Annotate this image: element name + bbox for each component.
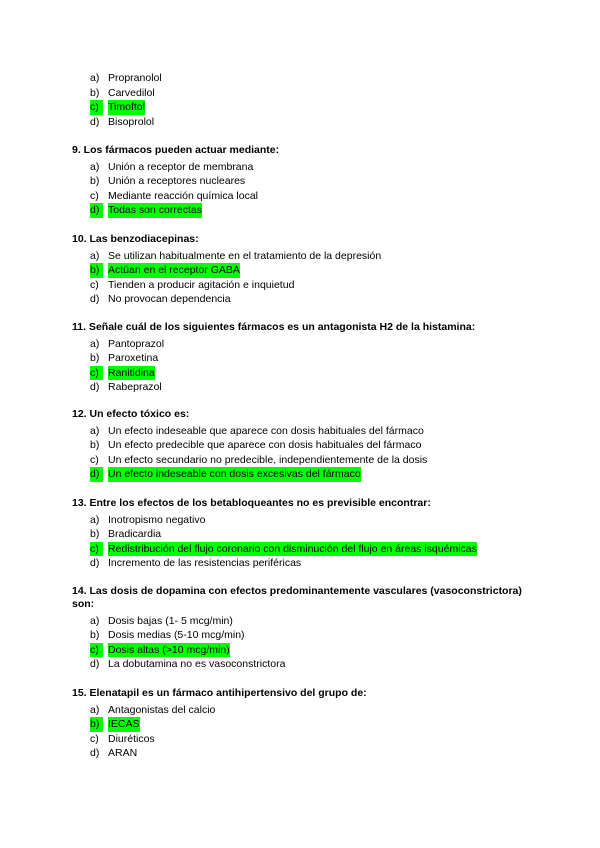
answer-option (72, 189, 522, 204)
question-block (72, 233, 522, 307)
question-title: 14. Las dosis de dopamina con efectos predominantemente vasculares (vasoconstrictora) son: (72, 585, 522, 610)
option-letter: c) (90, 542, 103, 557)
option-letter: a) (90, 249, 100, 262)
answer-option (72, 732, 522, 747)
question-title: 15. Elenatapil es un fármaco antihipertensivo del grupo de: (72, 687, 367, 699)
option-text: Carvedilol (108, 86, 155, 99)
option-text: Un efecto indeseable que aparece con dosis habituales del fármaco (108, 424, 424, 437)
answer-option (72, 746, 522, 761)
option-letter: b) (90, 263, 103, 278)
answer-option (72, 438, 522, 453)
answer-option-highlighted (72, 717, 522, 732)
answer-option (72, 703, 522, 718)
answer-option (72, 424, 522, 439)
option-letter: c) (90, 278, 99, 291)
option-text: Mediante reacción química local (108, 189, 258, 202)
question-title: 12. Un efecto tóxico es: (72, 408, 190, 420)
option-text: Antagonistas del calcio (108, 703, 216, 716)
answer-option (72, 380, 522, 395)
option-letter: a) (90, 337, 100, 350)
answer-option (72, 527, 522, 542)
answer-option (72, 71, 522, 86)
option-letter: d) (90, 115, 100, 128)
answer-option-highlighted (72, 366, 522, 381)
option-text: Timoftol (108, 101, 145, 114)
option-letter: a) (90, 513, 100, 526)
answer-option (72, 628, 522, 643)
option-text: Paroxetina (108, 352, 159, 365)
option-text: Redistribución del flujo coronario con disminución del flujo en áreas isquémicas (108, 542, 477, 555)
option-text: Diuréticos (108, 732, 155, 745)
option-letter: a) (90, 424, 100, 437)
option-text: Actúan en el receptor GABA (108, 264, 240, 277)
option-text: Bisoprolol (108, 115, 155, 128)
option-letter: b) (90, 528, 100, 541)
answer-option (72, 174, 522, 189)
option-letter: a) (90, 72, 100, 84)
question-block (72, 71, 522, 129)
option-text: Ranitidina (108, 366, 155, 379)
option-text: Tienden a producir agitación e inquietud (108, 278, 295, 291)
option-text: ARAN (108, 747, 138, 760)
answer-option (72, 115, 522, 130)
answer-option-highlighted (72, 467, 522, 482)
question-title: 13. Entre los efectos de los betabloqueantes no es previsible encontrar: (72, 497, 431, 509)
option-text: Incremento de las resistencias periféricas (108, 557, 302, 570)
answer-option (72, 513, 522, 528)
question-block (72, 687, 522, 761)
answer-option (72, 337, 522, 352)
option-text: Unión a receptor de membrana (108, 160, 254, 173)
option-text: Propranolol (108, 72, 162, 84)
answer-option (72, 86, 522, 101)
option-letter: c) (90, 189, 99, 202)
answer-option (72, 453, 522, 468)
option-text: Inotropismo negativo (108, 513, 206, 526)
option-letter: a) (90, 703, 100, 716)
answer-option (72, 292, 522, 307)
option-letter: d) (90, 381, 100, 394)
option-letter: d) (90, 747, 100, 760)
question-block (72, 408, 522, 482)
option-letter: c) (90, 100, 103, 115)
option-letter: d) (90, 293, 100, 306)
question-block (72, 144, 522, 218)
option-letter: b) (90, 439, 100, 452)
option-text: Bradicardia (108, 528, 162, 541)
option-letter: c) (90, 643, 103, 658)
option-letter: c) (90, 453, 99, 466)
option-text: Un efecto secundario no predecible, independientemente de la dosis (108, 453, 428, 466)
option-text: IECAS (108, 718, 140, 731)
option-letter: b) (90, 629, 100, 642)
answer-option (72, 614, 522, 629)
answer-option (72, 160, 522, 175)
answer-option (72, 278, 522, 293)
option-letter: d) (90, 467, 103, 482)
question-title: 9. Los fármacos pueden actuar mediante: (72, 144, 280, 156)
option-letter: a) (90, 160, 100, 173)
answer-option (72, 351, 522, 366)
option-text: No provocan dependencia (108, 293, 231, 306)
option-letter: d) (90, 203, 103, 218)
option-text: Se utilizan habitualmente en el tratamiento de la depresión (108, 249, 382, 262)
option-letter: b) (90, 352, 100, 365)
option-text: Pantoprazol (108, 337, 165, 350)
question-block (72, 321, 522, 395)
answer-option-highlighted (72, 643, 522, 658)
answer-option-highlighted (72, 263, 522, 278)
option-letter: b) (90, 175, 100, 188)
answer-option (72, 249, 522, 264)
option-letter: d) (90, 658, 100, 671)
answer-option-highlighted (72, 100, 522, 115)
answer-option (72, 657, 522, 672)
option-letter: a) (90, 614, 100, 627)
option-text: Dosis altas (>10 mcg/min) (108, 643, 230, 656)
option-letter: c) (90, 732, 99, 745)
answer-option (72, 556, 522, 571)
option-letter: b) (90, 86, 100, 99)
question-block (72, 585, 522, 672)
option-text: Unión a receptores nucleares (108, 175, 246, 188)
option-letter: b) (90, 717, 103, 732)
question-title: 10. Las benzodiacepinas: (72, 233, 199, 245)
option-text: Rabeprazol (108, 381, 162, 394)
option-text: Un efecto indeseable con dosis excesivas del fármaco (108, 468, 361, 481)
answer-option-highlighted (72, 203, 522, 218)
option-text: La dobutamina no es vasoconstrictora (108, 658, 286, 671)
option-text: Todas son correctas (108, 204, 202, 217)
option-letter: d) (90, 557, 100, 570)
answer-option-highlighted (72, 542, 522, 557)
option-letter: c) (90, 366, 103, 381)
question-title: 11. Señale cuál de los siguientes fármacos es un antagonista H2 de la histamina: (72, 321, 476, 333)
question-block (72, 497, 522, 571)
option-text: Un efecto predecible que aparece con dosis habituales del fármaco (108, 439, 422, 452)
option-text: Dosis bajas (1- 5 mcg/min) (108, 614, 233, 627)
option-text: Dosis medias (5-10 mcg/min) (108, 629, 245, 642)
